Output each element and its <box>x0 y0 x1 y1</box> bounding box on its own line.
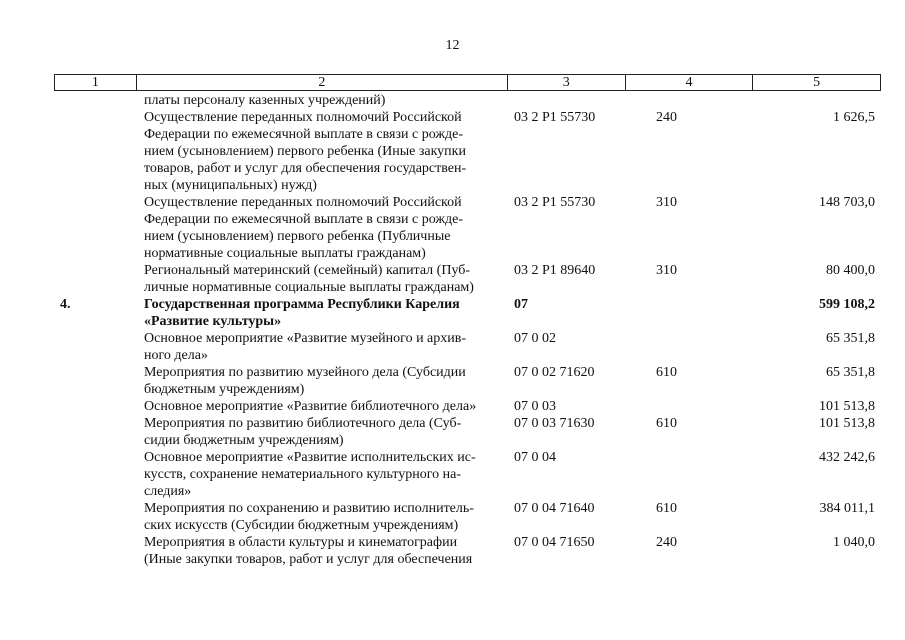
row-code: 03 2 P1 55730 <box>514 110 596 125</box>
header-col-1: 1 <box>55 75 137 90</box>
row-name-line: Государственная программа Республики Карелия <box>144 297 460 312</box>
table-row <box>54 92 881 109</box>
row-name-line: нормативные социальные выплаты гражданам) <box>144 246 426 261</box>
row-name-line: платы персоналу казенных учреждений) <box>144 93 386 108</box>
row-name <box>136 262 508 296</box>
page-number: 12 <box>445 38 460 53</box>
row-code: 07 0 02 71620 <box>514 365 595 380</box>
row-name-line: Мероприятия по развитию музейного дела (Субсидии <box>144 365 466 380</box>
row-code: 07 0 04 <box>514 450 556 465</box>
row-code: 03 2 P1 89640 <box>514 263 596 278</box>
row-name <box>136 194 508 262</box>
row-name-line: личные нормативные социальные выплаты гражданам) <box>144 280 474 295</box>
row-amount: 65 351,8 <box>826 331 875 346</box>
table-row <box>54 194 881 262</box>
row-name <box>136 398 508 415</box>
row-name <box>136 534 508 568</box>
row-amount: 80 400,0 <box>826 263 875 278</box>
table-row <box>54 364 881 398</box>
row-name-line: Основное мероприятие «Развитие исполнительских ис- <box>144 450 476 465</box>
row-name-line: ных (муниципальных) нужд) <box>144 178 317 193</box>
row-name-line: ного дела» <box>144 348 208 363</box>
row-code: 07 0 04 71640 <box>514 501 595 516</box>
table-row <box>54 330 881 364</box>
row-amount: 101 513,8 <box>819 416 875 431</box>
row-code: 07 0 02 <box>514 331 556 346</box>
row-name-line: сидии бюджетным учреждениям) <box>144 433 344 448</box>
table-row <box>54 296 881 330</box>
row-name <box>136 330 508 364</box>
row-name-line: Федерации по ежемесячной выплате в связи с рожде- <box>144 127 464 142</box>
row-code: 07 0 04 71650 <box>514 535 595 550</box>
row-name-line: Федерации по ежемесячной выплате в связи с рожде- <box>144 212 464 227</box>
row-name-line: Мероприятия в области культуры и кинематографии <box>144 535 458 550</box>
row-name-line: Осуществление переданных полномочий Российской <box>144 195 462 210</box>
row-name-line: (Иные закупки товаров, работ и услуг для обеспечения <box>144 552 473 567</box>
row-amount: 1 626,5 <box>833 110 875 125</box>
row-name-line: Мероприятия по сохранению и развитию исполнитель- <box>144 501 474 516</box>
row-name <box>136 500 508 534</box>
row-amount: 432 242,6 <box>819 450 875 465</box>
row-name <box>136 415 508 449</box>
table-row <box>54 262 881 296</box>
row-amount: 1 040,0 <box>833 535 875 550</box>
row-amount: 384 011,1 <box>819 501 875 516</box>
row-name-line: Мероприятия по развитию библиотечного дела (Суб- <box>144 416 462 431</box>
row-name-line: товаров, работ и услуг для обеспечения государствен- <box>144 161 467 176</box>
row-expense-type: 310 <box>656 263 677 278</box>
row-name <box>136 92 508 109</box>
row-name <box>136 364 508 398</box>
header-col-4: 4 <box>626 75 754 90</box>
table-body <box>54 92 881 568</box>
table-row <box>54 415 881 449</box>
row-amount: 65 351,8 <box>826 365 875 380</box>
row-name-line: Основное мероприятие «Развитие библиотечного дела» <box>144 399 477 414</box>
row-expense-type: 610 <box>656 501 677 516</box>
row-expense-type: 240 <box>656 110 677 125</box>
row-code: 07 0 03 <box>514 399 556 414</box>
row-name-line: Региональный материнский (семейный) капитал (Пуб- <box>144 263 471 278</box>
header-col-3: 3 <box>508 75 626 90</box>
row-name-line: Осуществление переданных полномочий Российской <box>144 110 462 125</box>
table-row <box>54 500 881 534</box>
row-code: 03 2 P1 55730 <box>514 195 596 210</box>
row-amount: 148 703,0 <box>819 195 875 210</box>
row-name-line: Основное мероприятие «Развитие музейного и архив- <box>144 331 467 346</box>
row-name-line: «Развитие культуры» <box>144 314 282 329</box>
row-name <box>136 449 508 500</box>
row-name <box>136 296 508 330</box>
row-name <box>136 109 508 194</box>
table-row <box>54 449 881 500</box>
row-name-line: бюджетным учреждениям) <box>144 382 305 397</box>
row-name-line: следия» <box>144 484 192 499</box>
row-name-line: кусств, сохранение нематериального культурного на- <box>144 467 461 482</box>
row-expense-type: 610 <box>656 365 677 380</box>
row-expense-type: 240 <box>656 535 677 550</box>
table-header-row <box>54 74 881 91</box>
row-number: 4. <box>60 297 71 312</box>
row-name-line: нием (усыновлением) первого ребенка (Публичные <box>144 229 451 244</box>
table-row <box>54 534 881 568</box>
row-name-line: ских искусств (Субсидии бюджетным учреждениям) <box>144 518 459 533</box>
row-amount: 599 108,2 <box>819 297 875 312</box>
row-expense-type: 610 <box>656 416 677 431</box>
row-code: 07 0 03 71630 <box>514 416 595 431</box>
table-row <box>54 109 881 194</box>
row-amount: 101 513,8 <box>819 399 875 414</box>
header-col-2: 2 <box>137 75 508 90</box>
row-expense-type: 310 <box>656 195 677 210</box>
table-row <box>54 398 881 415</box>
row-name-line: нием (усыновлением) первого ребенка (Иные закупки <box>144 144 466 159</box>
row-code: 07 <box>514 297 528 312</box>
header-col-5: 5 <box>813 75 821 90</box>
